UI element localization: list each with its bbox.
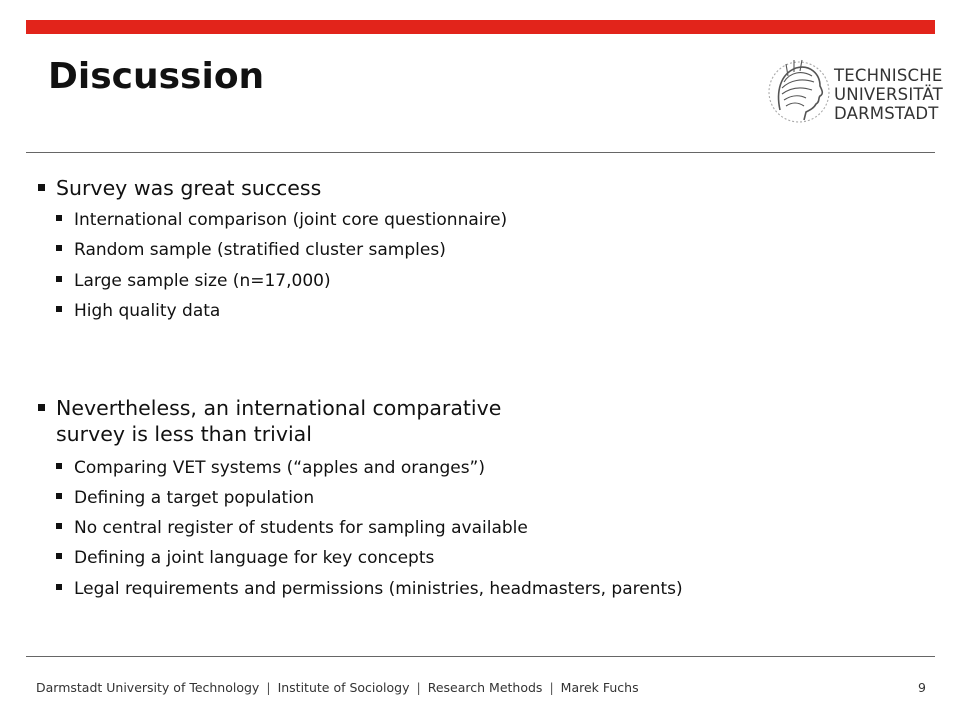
- bullet-heading: [38, 395, 501, 447]
- page-number: 9: [918, 680, 926, 695]
- bullet-heading-text: Survey was great success: [56, 176, 322, 200]
- header-divider: [26, 152, 935, 153]
- bullet-heading: [38, 175, 321, 201]
- footer-institute: Institute of Sociology: [277, 680, 410, 695]
- sub-bullet-text: Large sample size (n=17,000): [74, 271, 331, 291]
- logo-line-2: UNIVERSITÄT: [834, 85, 943, 104]
- sub-bullet: [56, 517, 528, 539]
- footer-author: Marek Fuchs: [560, 680, 639, 695]
- university-logo: [766, 52, 946, 136]
- square-bullet-icon: [38, 404, 45, 411]
- sub-bullet: [56, 547, 434, 569]
- square-bullet-icon: [38, 184, 45, 191]
- bullet-heading-text-continued: survey is less than trivial: [56, 422, 312, 446]
- sub-bullet-text: Comparing VET systems (“apples and oranges”): [74, 458, 485, 478]
- sub-bullet-text: No central register of students for sampling available: [74, 518, 528, 538]
- square-bullet-icon: [56, 493, 62, 499]
- square-bullet-icon: [56, 463, 62, 469]
- athena-head-icon: [766, 52, 832, 136]
- footer-course: Research Methods: [427, 680, 543, 695]
- square-bullet-icon: [56, 245, 62, 251]
- footer-university: Darmstadt University of Technology: [36, 680, 260, 695]
- sub-bullet-text: Random sample (stratified cluster samples): [74, 240, 446, 260]
- square-bullet-icon: [56, 276, 62, 282]
- square-bullet-icon: [56, 523, 62, 529]
- footer-text: [36, 680, 639, 695]
- footer-separator: |: [416, 680, 421, 695]
- square-bullet-icon: [56, 584, 62, 590]
- bullet-heading-text: Nevertheless, an international comparative: [56, 396, 502, 420]
- sub-bullet: [56, 457, 485, 479]
- square-bullet-icon: [56, 215, 62, 221]
- footer-divider: [26, 656, 935, 657]
- sub-bullet-text: Legal requirements and permissions (ministries, headmasters, parents): [74, 579, 683, 599]
- sub-bullet-text: International comparison (joint core questionnaire): [74, 210, 508, 230]
- sub-bullet-text: Defining a joint language for key concepts: [74, 548, 435, 568]
- logo-line-3: DARMSTADT: [834, 104, 939, 123]
- square-bullet-icon: [56, 553, 62, 559]
- sub-bullet: [56, 578, 683, 600]
- sub-bullet: [56, 270, 331, 292]
- logo-wordmark: [834, 66, 943, 123]
- sub-bullet-text: Defining a target population: [74, 488, 315, 508]
- slide-title: Discussion: [48, 56, 265, 97]
- logo-line-1: TECHNISCHE: [834, 66, 943, 85]
- top-accent-bar: [26, 20, 935, 34]
- footer-separator: |: [266, 680, 271, 695]
- sub-bullet: [56, 300, 220, 322]
- sub-bullet: [56, 487, 314, 509]
- sub-bullet-text: High quality data: [74, 301, 221, 321]
- sub-bullet: [56, 209, 507, 231]
- sub-bullet: [56, 239, 446, 261]
- footer-separator: |: [549, 680, 554, 695]
- square-bullet-icon: [56, 306, 62, 312]
